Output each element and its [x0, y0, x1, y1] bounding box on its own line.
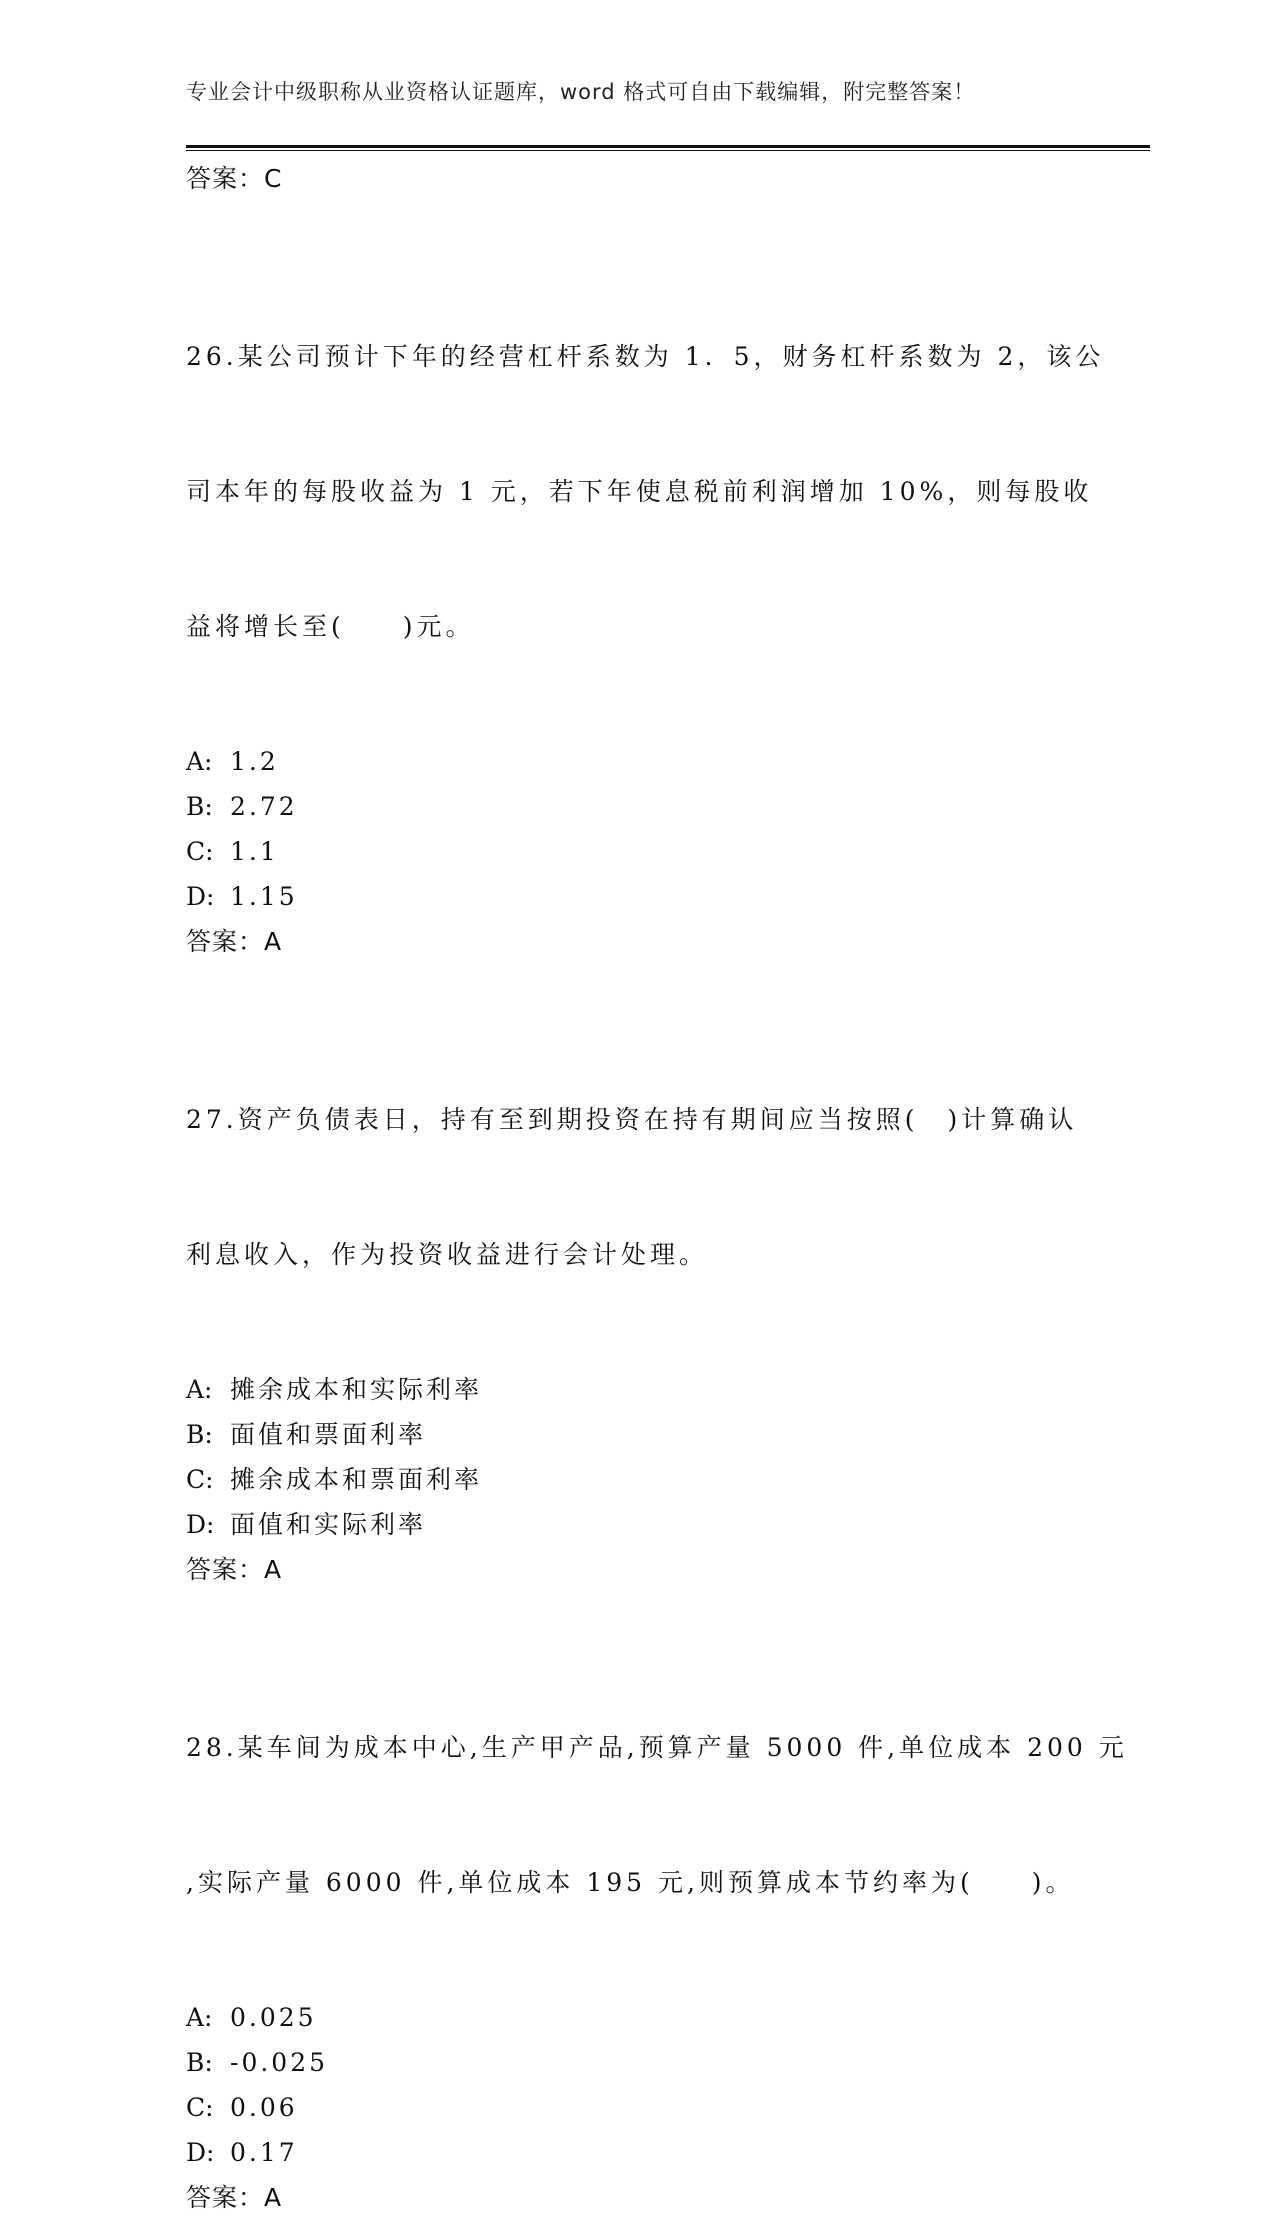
option-key: A: [186, 1375, 213, 1404]
option-text: 2.72 [230, 792, 298, 821]
option-c [186, 2085, 1086, 2130]
option-key: D: [186, 882, 215, 911]
option-key: C: [186, 1465, 214, 1494]
stem-line: 26.某公司预计下年的经营杠杆系数为 1．5，财务杠杆系数为 2，该公 [186, 342, 1105, 371]
question-stem [186, 244, 1105, 739]
option-key: A: [186, 747, 213, 776]
question-26 [186, 244, 1105, 965]
option-key: C: [186, 2093, 214, 2122]
question-stem [186, 1007, 1076, 1367]
option-key: B: [186, 792, 213, 821]
answer: 答案：A [186, 1555, 283, 1584]
option-d [186, 874, 1086, 919]
option-text: 1.2 [230, 747, 279, 776]
option-key: D: [186, 1510, 215, 1539]
option-text: 1.1 [230, 837, 279, 866]
stem-line: 27.资产负债表日，持有至到期投资在持有期间应当按照( )计算确认 [186, 1105, 1078, 1134]
option-text: -0.025 [230, 2048, 329, 2077]
option-b [186, 784, 1086, 829]
stem-line: 益将增长至( )元。 [186, 612, 475, 641]
question-27 [186, 1007, 1086, 1593]
option-key: B: [186, 1420, 213, 1449]
option-text: 面值和实际利率 [230, 1510, 427, 1539]
page-header: 专业会计中级职称从业资格认证题库，word 格式可自由下载编辑，附完整答案！ [186, 80, 976, 104]
option-a [186, 1367, 1086, 1412]
question-list [186, 156, 1128, 2221]
option-d [186, 1502, 1086, 1547]
option-text: 摊余成本和实际利率 [230, 1375, 483, 1404]
option-b [186, 1412, 1086, 1457]
question-stem [186, 1635, 1128, 1995]
option-c [186, 1457, 1086, 1502]
stem-line: ,实际产量 6000 件,单位成本 195 元,则预算成本节约率为( )。 [186, 1868, 1075, 1897]
option-c [186, 829, 1086, 874]
answer: 答案：A [186, 2183, 283, 2212]
option-a [186, 739, 1086, 784]
stem-line: 利息收入，作为投资收益进行会计处理。 [186, 1240, 709, 1269]
stem-line: 28.某车间为成本中心,生产甲产品,预算产量 5000 件,单位成本 200 元 [186, 1733, 1128, 1762]
option-text: 0.06 [230, 2093, 298, 2122]
option-key: B: [186, 2048, 213, 2077]
option-key: A: [186, 2003, 213, 2032]
option-text: 面值和票面利率 [230, 1420, 427, 1449]
stem-line: 司本年的每股收益为 1 元，若下年使息税前利润增加 10%，则每股收 [186, 477, 1093, 506]
previous-answer: 答案：C [186, 164, 283, 193]
option-text: 0.17 [230, 2138, 298, 2167]
option-key: D: [186, 2138, 215, 2167]
option-d [186, 2130, 1086, 2175]
answer: 答案：A [186, 927, 283, 956]
header-rule-thin [186, 150, 1150, 151]
option-a [186, 1995, 1086, 2040]
question-28 [186, 1635, 1128, 2221]
option-text: 1.15 [230, 882, 298, 911]
option-key: C: [186, 837, 214, 866]
option-text: 摊余成本和票面利率 [230, 1465, 483, 1494]
option-text: 0.025 [230, 2003, 317, 2032]
header-rule-thick [186, 145, 1150, 148]
option-b [186, 2040, 1086, 2085]
